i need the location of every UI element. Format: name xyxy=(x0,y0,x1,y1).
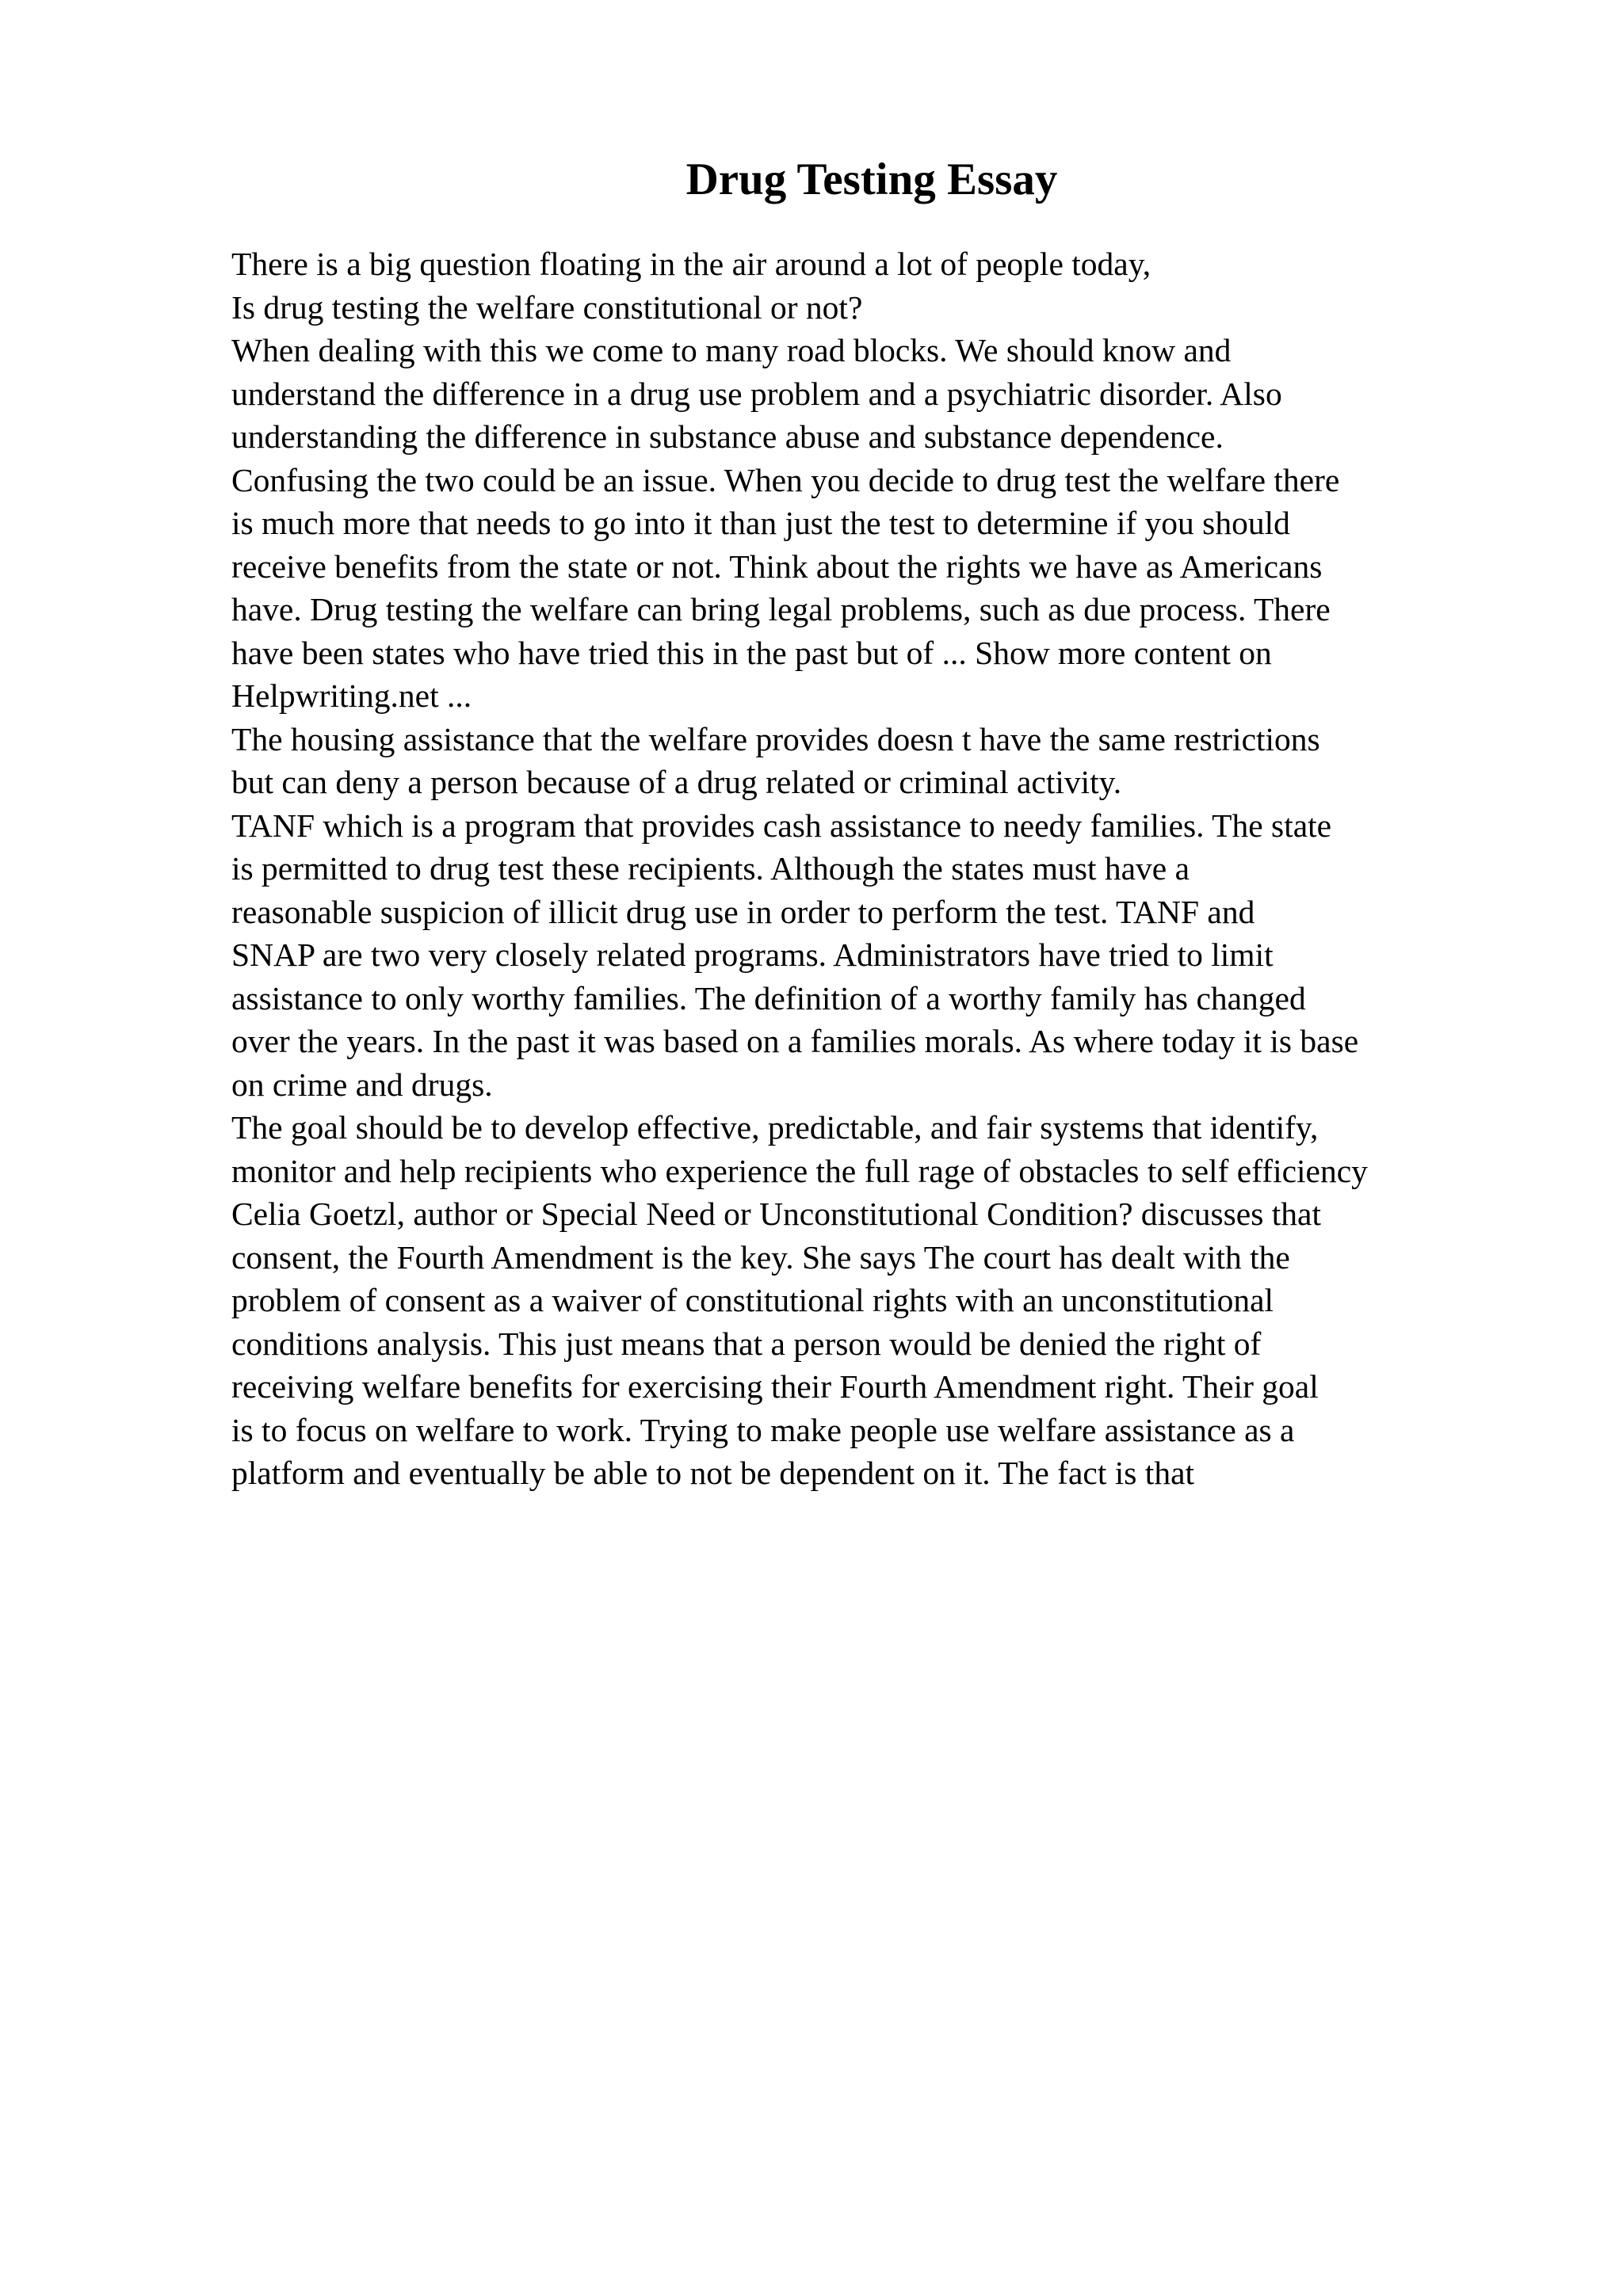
essay-line: Confusing the two could be an issue. When you decide to drug test the welfare there xyxy=(231,461,1340,498)
essay-line: When dealing with this we come to many road blocks. We should know and xyxy=(231,332,1232,368)
essay-line: SNAP are two very closely related programs. Administrators have tried to limit xyxy=(231,936,1274,973)
essay-line: is to focus on welfare to work. Trying to make people use welfare assistance as a xyxy=(231,1411,1295,1448)
essay-line: consent, the Fourth Amendment is the key. She says The court has dealt with the xyxy=(231,1238,1290,1276)
essay-line: over the years. In the past it was based on a families morals. As where today it is base xyxy=(231,1023,1359,1059)
essay-line: but can deny a person because of a drug related or criminal activity. xyxy=(231,764,1122,800)
essay-line: There is a big question floating in the air around a lot of people today, xyxy=(231,246,1151,282)
essay-line: monitor and help recipients who experience the full rage of obstacles to self efficiency xyxy=(231,1152,1368,1189)
essay-line: have been states who have tried this in the past but of ... Show more content on xyxy=(231,634,1272,671)
essay-line: understand the difference in a drug use problem and a psychiatric disorder. Also xyxy=(231,375,1282,412)
essay-line: assistance to only worthy families. The definition of a worthy family has changed xyxy=(231,979,1306,1016)
essay-line: Celia Goetzl, author or Special Need or Unconstitutional Condition? discusses that xyxy=(231,1196,1321,1232)
essay-line: conditions analysis. This just means that a person would be denied the right of xyxy=(231,1325,1262,1362)
essay-line: is much more that needs to go into it than just the test to determine if you should xyxy=(231,505,1290,541)
essay-line: platform and eventually be able to not be dependent on it. The fact is that xyxy=(231,1455,1195,1491)
essay-line: Is drug testing the welfare constitutional or not? xyxy=(231,288,863,326)
essay-line: problem of consent as a waiver of constitutional rights with an unconstitutional xyxy=(231,1282,1274,1318)
essay-line: receiving welfare benefits for exercising their Fourth Amendment right. Their goal xyxy=(231,1368,1319,1405)
essay-body xyxy=(231,242,1594,1495)
essay-line: on crime and drugs. xyxy=(231,1066,493,1103)
essay-line: Helpwriting.net ... xyxy=(231,677,472,714)
essay-line: have. Drug testing the welfare can bring legal problems, such as due process. There xyxy=(231,591,1331,627)
essay-line: reasonable suspicion of illicit drug use in order to perform the test. TANF and xyxy=(231,893,1255,930)
essay-line: TANF which is a program that provides cash assistance to needy families. The state xyxy=(231,807,1332,844)
essay-line: The housing assistance that the welfare provides doesn t have the same restrictions xyxy=(231,720,1320,757)
essay-line: understanding the difference in substance abuse and substance dependence. xyxy=(231,418,1224,455)
essay-line: is permitted to drug test these recipients. Although the states must have a xyxy=(231,850,1190,887)
essay-line: receive benefits from the state or not. Think about the rights we have as Americans xyxy=(231,547,1323,585)
document-title: Drug Testing Essay xyxy=(685,154,1058,204)
essay-line: The goal should be to develop effective, predictable, and fair systems that identify, xyxy=(231,1109,1319,1146)
